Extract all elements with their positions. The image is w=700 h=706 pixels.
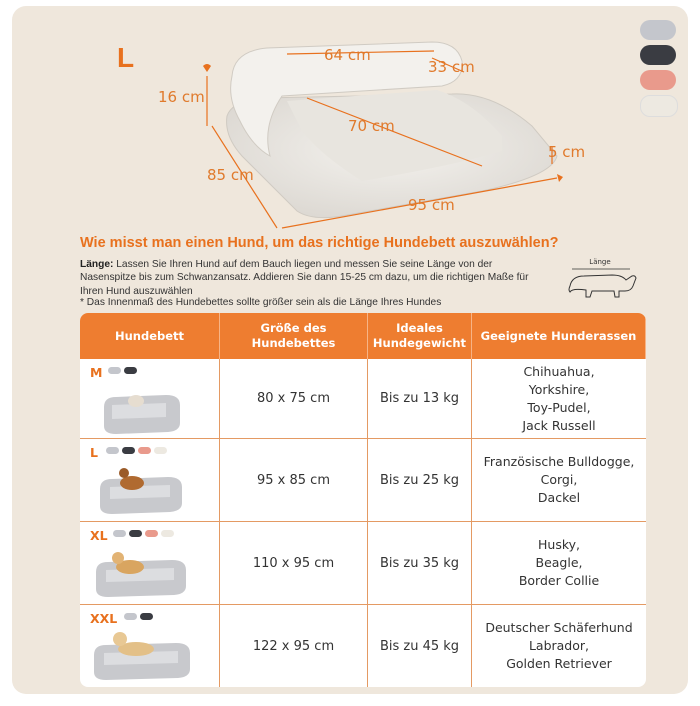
length-text: Lassen Sie Ihren Hund auf dem Bauch liegen und messen Sie seine Länge von der Nasenspitze bis zum Schwanzansatz. Addieren Sie dann 15-25 cm dazu, um die richtigen Maße für Ihren Hund auszuwählen	[80, 259, 529, 297]
size-table	[80, 313, 646, 687]
dim-inner-length: 70 cm	[348, 117, 395, 135]
dim-height: 16 cm	[158, 88, 205, 106]
header-breeds: Geeignete Hunderassen	[472, 313, 646, 359]
bed-image-l	[86, 459, 198, 517]
mini-swatches	[124, 613, 153, 620]
header-weight: Ideales Hundegewicht	[368, 313, 472, 359]
bed-cell-xxl	[80, 605, 220, 687]
bed-image-xxl	[86, 625, 198, 683]
dimensions-cell: 122 x 95 cm	[220, 605, 368, 687]
mini-swatches	[108, 367, 137, 374]
breed-item: Husky,	[538, 537, 580, 552]
breed-item: Golden Retriever	[506, 656, 612, 671]
breed-item: Labrador,	[528, 638, 590, 653]
bed-image-m	[86, 379, 198, 437]
mini-swatches	[113, 530, 174, 537]
swatch-pink[interactable]	[640, 70, 676, 90]
dim-width: 95 cm	[408, 196, 455, 214]
breeds-cell	[472, 605, 646, 687]
measure-note: * Das Innenmaß des Hundebettes sollte größer sein als die Länge Ihres Hundes	[80, 297, 442, 308]
table-row	[80, 605, 646, 687]
breed-item: Französische Bulldogge,	[483, 454, 635, 469]
swatch-cream[interactable]	[640, 95, 678, 117]
swatch-light-grey[interactable]	[640, 20, 676, 40]
dog-length-label: Länge	[589, 258, 611, 266]
bed-cell-l	[80, 439, 220, 521]
mini-swatches	[106, 447, 167, 454]
breed-item: Jack Russell	[522, 417, 596, 433]
hero-size-label: L	[117, 42, 135, 73]
breed-item: Corgi,	[540, 472, 578, 487]
dim-inner-width: 64 cm	[324, 46, 371, 64]
product-infographic	[12, 6, 688, 694]
header-size: Größe des Hundebettes	[220, 313, 368, 359]
breeds-cell	[472, 439, 646, 521]
measure-description	[80, 258, 530, 298]
dimensions-cell: 110 x 95 cm	[220, 522, 368, 604]
length-term: Länge:	[80, 259, 114, 270]
color-swatches	[640, 20, 680, 122]
breed-item: Deutscher Schäferhund	[485, 620, 633, 635]
bed-size-label: L	[90, 445, 98, 460]
dim-wall: 33 cm	[428, 58, 475, 76]
bed-cell-xl	[80, 522, 220, 604]
header-bed: Hundebett	[80, 313, 220, 359]
bed-size-label: M	[90, 365, 103, 380]
breed-item: Beagle,	[535, 555, 583, 570]
bed-cell-m	[80, 359, 220, 438]
dim-depth: 85 cm	[207, 166, 254, 184]
dimensions-cell: 80 x 75 cm	[220, 359, 368, 438]
breed-item: Border Collie	[518, 573, 600, 588]
dim-base: 5 cm	[548, 143, 586, 161]
bed-image-xl	[86, 542, 198, 600]
weight-cell: Bis zu 25 kg	[368, 439, 472, 521]
table-row	[80, 359, 646, 439]
table-header	[80, 313, 646, 359]
table-row	[80, 439, 646, 522]
measure-heading: Wie misst man einen Hund, um das richtige Hundebett auszuwählen?	[80, 235, 559, 251]
dog-length-icon	[552, 256, 642, 306]
breed-item: Yorkshire,	[528, 381, 590, 397]
breed-item: Chihuahua,	[523, 363, 595, 379]
dimensions-cell: 95 x 85 cm	[220, 439, 368, 521]
breeds-cell	[472, 522, 646, 604]
breeds-cell	[472, 359, 646, 438]
weight-cell: Bis zu 35 kg	[368, 522, 472, 604]
breed-item: Toy-Pudel,	[527, 399, 591, 415]
bed-size-label: XXL	[90, 611, 118, 626]
swatch-dark-grey[interactable]	[640, 45, 676, 65]
weight-cell: Bis zu 45 kg	[368, 605, 472, 687]
table-row	[80, 522, 646, 605]
bed-size-label: XL	[90, 528, 108, 543]
weight-cell: Bis zu 13 kg	[368, 359, 472, 438]
breed-item: Dackel	[537, 490, 581, 505]
